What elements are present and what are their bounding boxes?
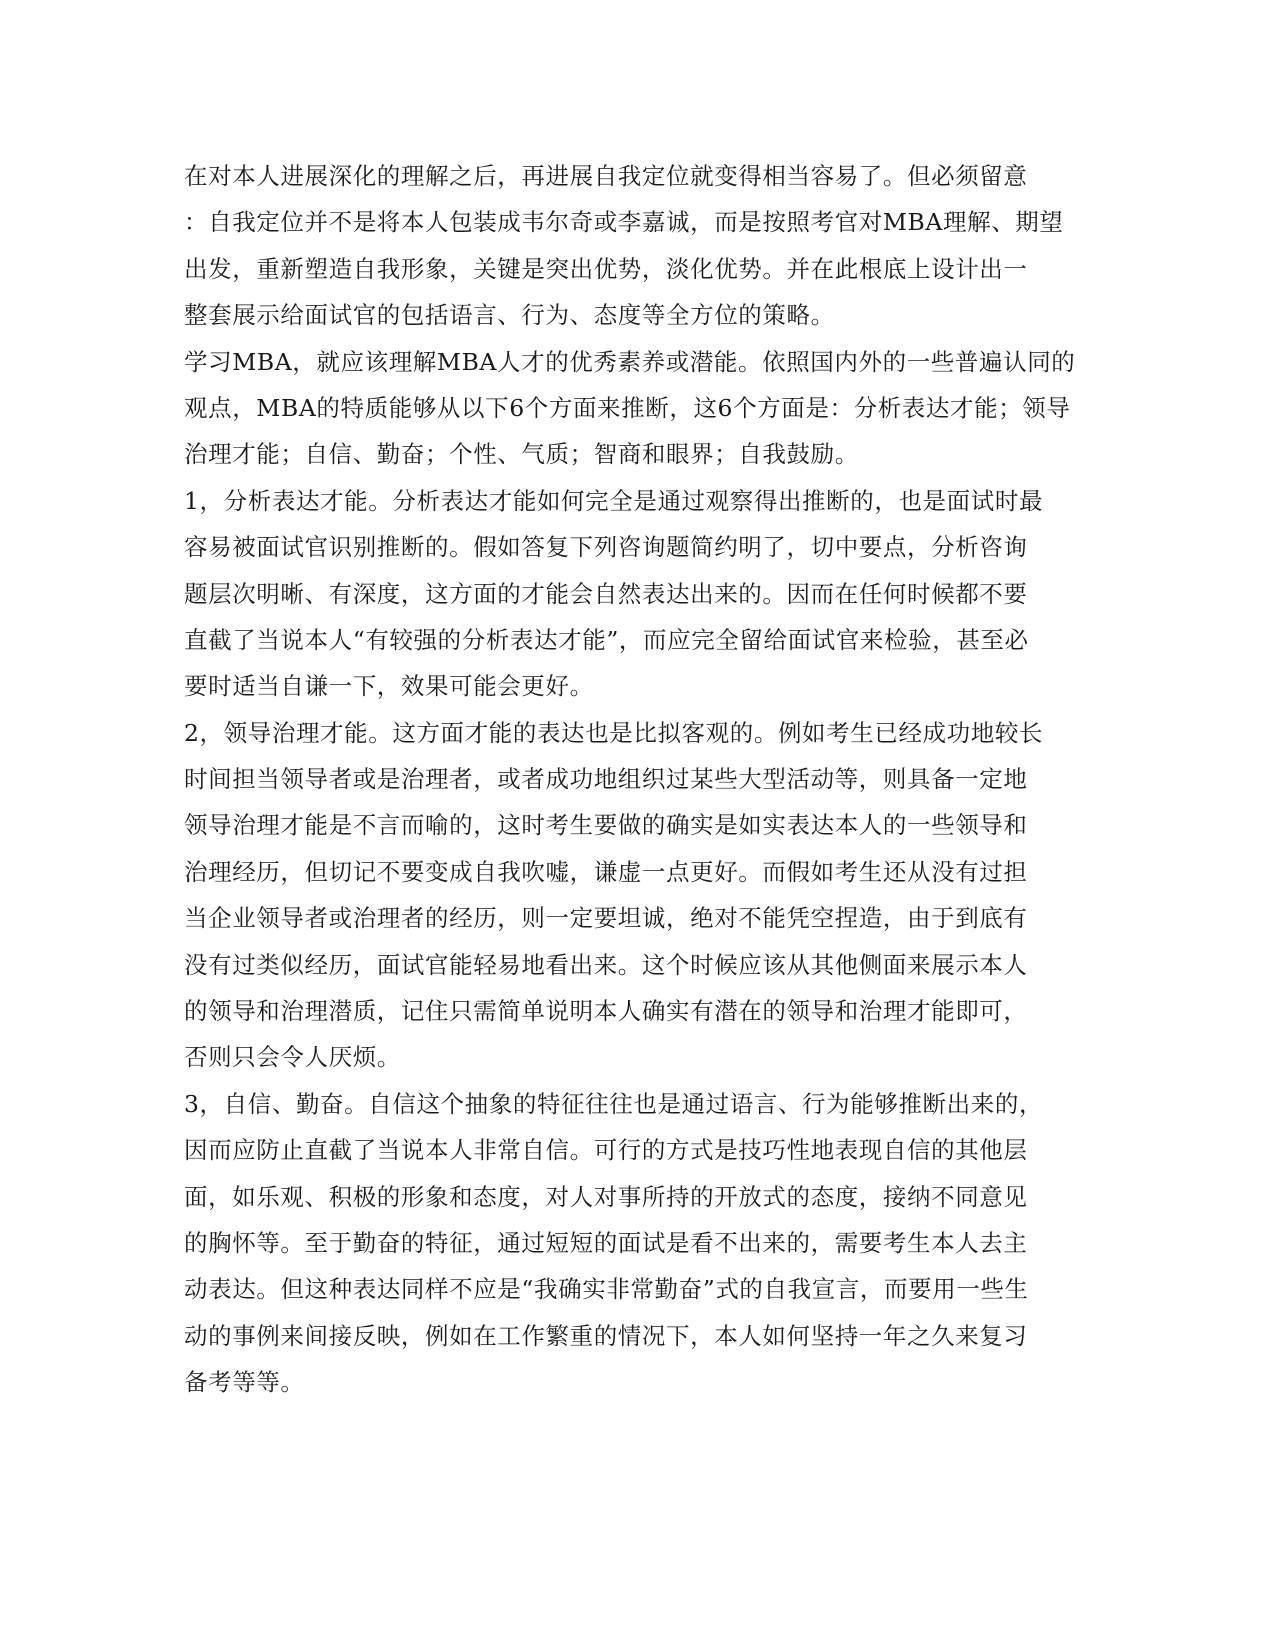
text-line: ：自我定位并不是将本人包装成韦尔奇或李嘉诚，而是按照考官对MBA理解、期望: [184, 208, 1064, 237]
text-line: 备考等等。: [184, 1368, 305, 1397]
text-line: 题层次明晰、有深度，这方面的才能会自然表达出来的。因而在任何时候都不要: [184, 579, 1028, 608]
text-line: 面，如乐观、积极的形象和态度，对人对事所持的开放式的态度，接纳不同意见: [184, 1182, 1028, 1211]
text-line: 观点，MBA的特质能够从以下6个方面来推断，这6个方面是：分析表达才能；领导: [184, 393, 1071, 422]
text-line: 时间担当领导者或是治理者，或者成功地组织过某些大型活动等，则具备一定地: [184, 765, 1028, 794]
text-line: 的胸怀等。至于勤奋的特征，通过短短的面试是看不出来的，需要考生本人去主: [184, 1228, 1028, 1257]
text-line: 动的事例来间接反映，例如在工作繁重的情况下，本人如何坚持一年之久来复习: [184, 1321, 1028, 1350]
text-line: 当企业领导者或治理者的经历，则一定要坦诚，绝对不能凭空捏造，由于到底有: [184, 904, 1028, 933]
text-line: 动表达。但这种表达同样不应是“我确实非常勤奋”式的自我宣言，而要用一些生: [184, 1275, 1029, 1304]
text-line: 学习MBA，就应该理解MBA人才的优秀素养或潜能。依照国内外的一些普遍认同的: [184, 347, 1076, 376]
text-line: 在对本人进展深化的理解之后，再进展自我定位就变得相当容易了。但必须留意: [184, 162, 1028, 190]
text-line: 的领导和治理潜质，记住只需简单说明本人确实有潜在的领导和治理才能即可，: [184, 997, 1028, 1026]
text-line: 出发，重新塑造自我形象，关键是突出优势，淡化优势。并在此根底上设计出一: [184, 254, 1028, 283]
document-body: [184, 153, 1076, 1406]
text-line: 否则只会令人厌烦。: [184, 1043, 401, 1072]
text-line: 领导治理才能是不言而喻的，这时考生要做的确实是如实表达本人的一些领导和: [184, 811, 1028, 840]
text-line: 整套展示给面试官的包括语言、行为、态度等全方位的策略。: [184, 301, 835, 330]
text-line: 1，分析表达才能。分析表达才能如何完全是通过观察得出推断的，也是面试时最: [184, 486, 1044, 515]
text-line: 治理经历，但切记不要变成自我吹嘘，谦虚一点更好。而假如考生还从没有过担: [184, 857, 1028, 886]
text-line: 容易被面试官识别推断的。假如答复下列咨询题简约明了，切中要点，分析咨询: [184, 533, 1028, 562]
text-line: 直截了当说本人“有较强的分析表达才能”，而应完全留给面试官来检验，甚至必: [184, 625, 1029, 654]
text-line: 治理才能；自信、勤奋；个性、气质；智商和眼界；自我鼓励。: [184, 440, 859, 469]
text-line: 2，领导治理才能。这方面才能的表达也是比拟客观的。例如考生已经成功地较长: [184, 718, 1044, 747]
text-line: 3，自信、勤奋。自信这个抽象的特征往往也是通过语言、行为能够推断出来的，: [184, 1089, 1044, 1118]
text-line: 没有过类似经历，面试官能轻易地看出来。这个时候应该从其他侧面来展示本人: [184, 950, 1028, 979]
text-line: 要时适当自谦一下，效果可能会更好。: [184, 672, 594, 701]
text-line: 因而应防止直截了当说本人非常自信。可行的方式是技巧性地表现自信的其他层: [184, 1136, 1028, 1165]
